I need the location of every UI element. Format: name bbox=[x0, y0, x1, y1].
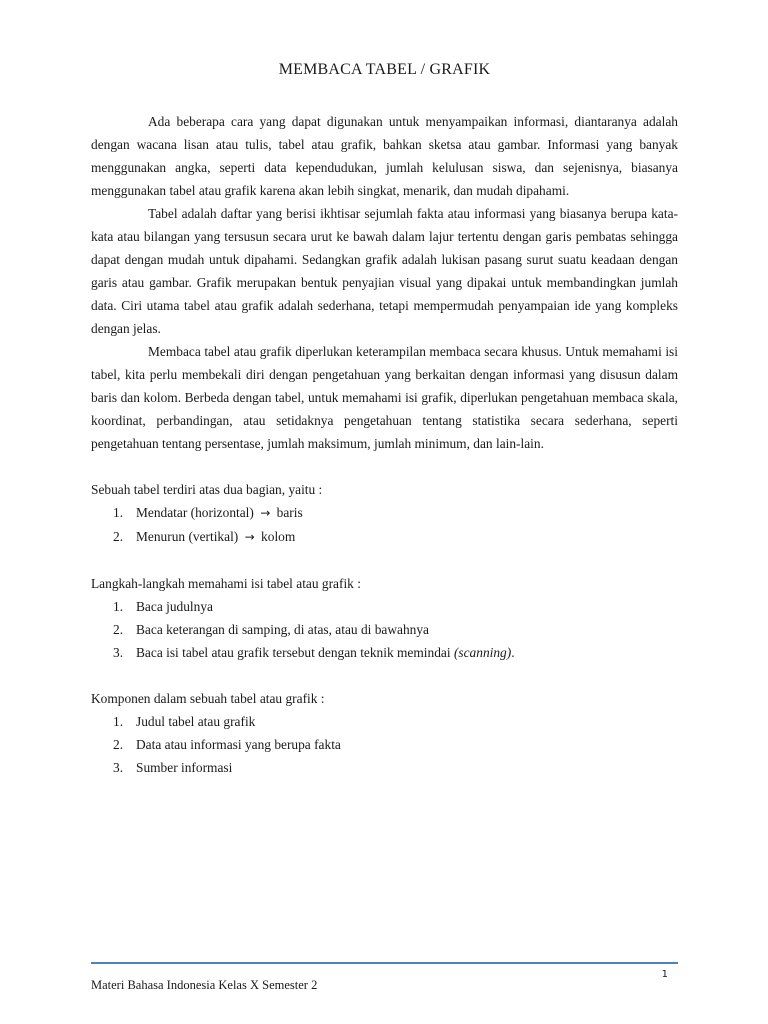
list-text-tail: . bbox=[511, 645, 515, 660]
steps-list bbox=[91, 595, 678, 664]
paragraph-2: Tabel adalah daftar yang berisi ikhtisar sejumlah fakta atau informasi yang biasanya berupa kata-kata atau bilangan yang tersusun secara urut ke bawah dalam lajur tertentu dengan garis pembatas sehingga dapat dengan mudah untuk dipahami. Sedangkan grafik adalah lukisan pasang surut suatu keadaan dengan garis atau gambar. Grafik merupakan bentuk penyajian visual yang dipakai untuk membandingkan jumlah data. Ciri utama tabel atau grafik adalah sederhana, tetapi mempermudah penyampaian ide yang kompleks dengan jelas. bbox=[91, 206, 678, 336]
footer-divider bbox=[91, 962, 678, 964]
list-text: Baca judulnya bbox=[136, 599, 213, 614]
document-page bbox=[91, 60, 678, 779]
list-item bbox=[91, 618, 678, 641]
list-item bbox=[91, 525, 678, 549]
list-item bbox=[91, 595, 678, 618]
list-number: 2. bbox=[113, 737, 124, 752]
list-text: Baca isi tabel atau grafik tersebut dengan teknik memindai bbox=[136, 645, 451, 660]
page-number: 1 bbox=[661, 969, 668, 980]
section-intro: Sebuah tabel terdiri atas dua bagian, yaitu : bbox=[91, 482, 323, 497]
list-item bbox=[91, 756, 678, 779]
list-item bbox=[91, 710, 678, 733]
arrow-right-icon: → bbox=[244, 530, 255, 544]
list-text-italic: (scanning) bbox=[453, 645, 512, 660]
list-number: 2. bbox=[113, 529, 124, 544]
list-item bbox=[91, 501, 678, 525]
list-text: Data atau informasi yang berupa fakta bbox=[136, 737, 341, 752]
list-number: 1. bbox=[113, 599, 124, 614]
section-components bbox=[91, 687, 678, 779]
list-number: 2. bbox=[113, 622, 124, 637]
arrow-right-icon: → bbox=[260, 506, 271, 520]
table-parts-list bbox=[91, 501, 678, 549]
paragraph-1: Ada beberapa cara yang dapat digunakan untuk menyampaikan informasi, diantaranya adalah dengan wacana lisan atau tulis, tabel atau grafik, bahkan sketsa atau gambar. Informasi yang banyak menggunakan angka, seperti data kependudukan, jumlah kelulusan siswa, dan sejenisnya, biasanya menggunakan tabel atau grafik karena akan lebih singkat, menarik, dan mudah dipahami. bbox=[91, 114, 678, 198]
components-list bbox=[91, 710, 678, 779]
list-text: Judul tabel atau grafik bbox=[136, 714, 256, 729]
list-item bbox=[91, 733, 678, 756]
list-text: Baca keterangan di samping, di atas, atau di bawahnya bbox=[136, 622, 429, 637]
section-intro: Langkah-langkah memahami isi tabel atau grafik : bbox=[91, 576, 361, 591]
list-number: 1. bbox=[113, 714, 124, 729]
list-text: Sumber informasi bbox=[136, 760, 233, 775]
list-text-after: kolom bbox=[261, 529, 296, 544]
list-item bbox=[91, 641, 678, 664]
list-number: 3. bbox=[113, 645, 124, 660]
list-text: Menurun (vertikal) bbox=[136, 529, 239, 544]
list-text: Mendatar (horizontal) bbox=[136, 505, 254, 520]
section-table-parts bbox=[91, 478, 678, 549]
list-number: 3. bbox=[113, 760, 124, 775]
footer-text: Materi Bahasa Indonesia Kelas X Semester 2 bbox=[91, 978, 318, 992]
section-steps bbox=[91, 572, 678, 664]
paragraph-3: Membaca tabel atau grafik diperlukan keterampilan membaca secara khusus. Untuk memahami isi tabel, kita perlu membekali diri dengan pengetahuan yang berkaitan dengan informasi yang disusun dalam baris dan kolom. Berbeda dengan tabel, untuk memahami isi grafik, diperlukan pengetahuan membaca skala, koordinat, perbandingan, atau setidaknya pengetahuan tentang statistika secara sederhana, seperti pengetahuan tentang persentase, jumlah maksimum, jumlah minimum, dan lain-lain. bbox=[91, 344, 678, 451]
list-text-after: baris bbox=[276, 505, 303, 520]
page-title: MEMBACA TABEL / GRAFIK bbox=[278, 61, 491, 78]
section-intro: Komponen dalam sebuah tabel atau grafik : bbox=[91, 691, 325, 706]
list-number: 1. bbox=[113, 505, 124, 520]
